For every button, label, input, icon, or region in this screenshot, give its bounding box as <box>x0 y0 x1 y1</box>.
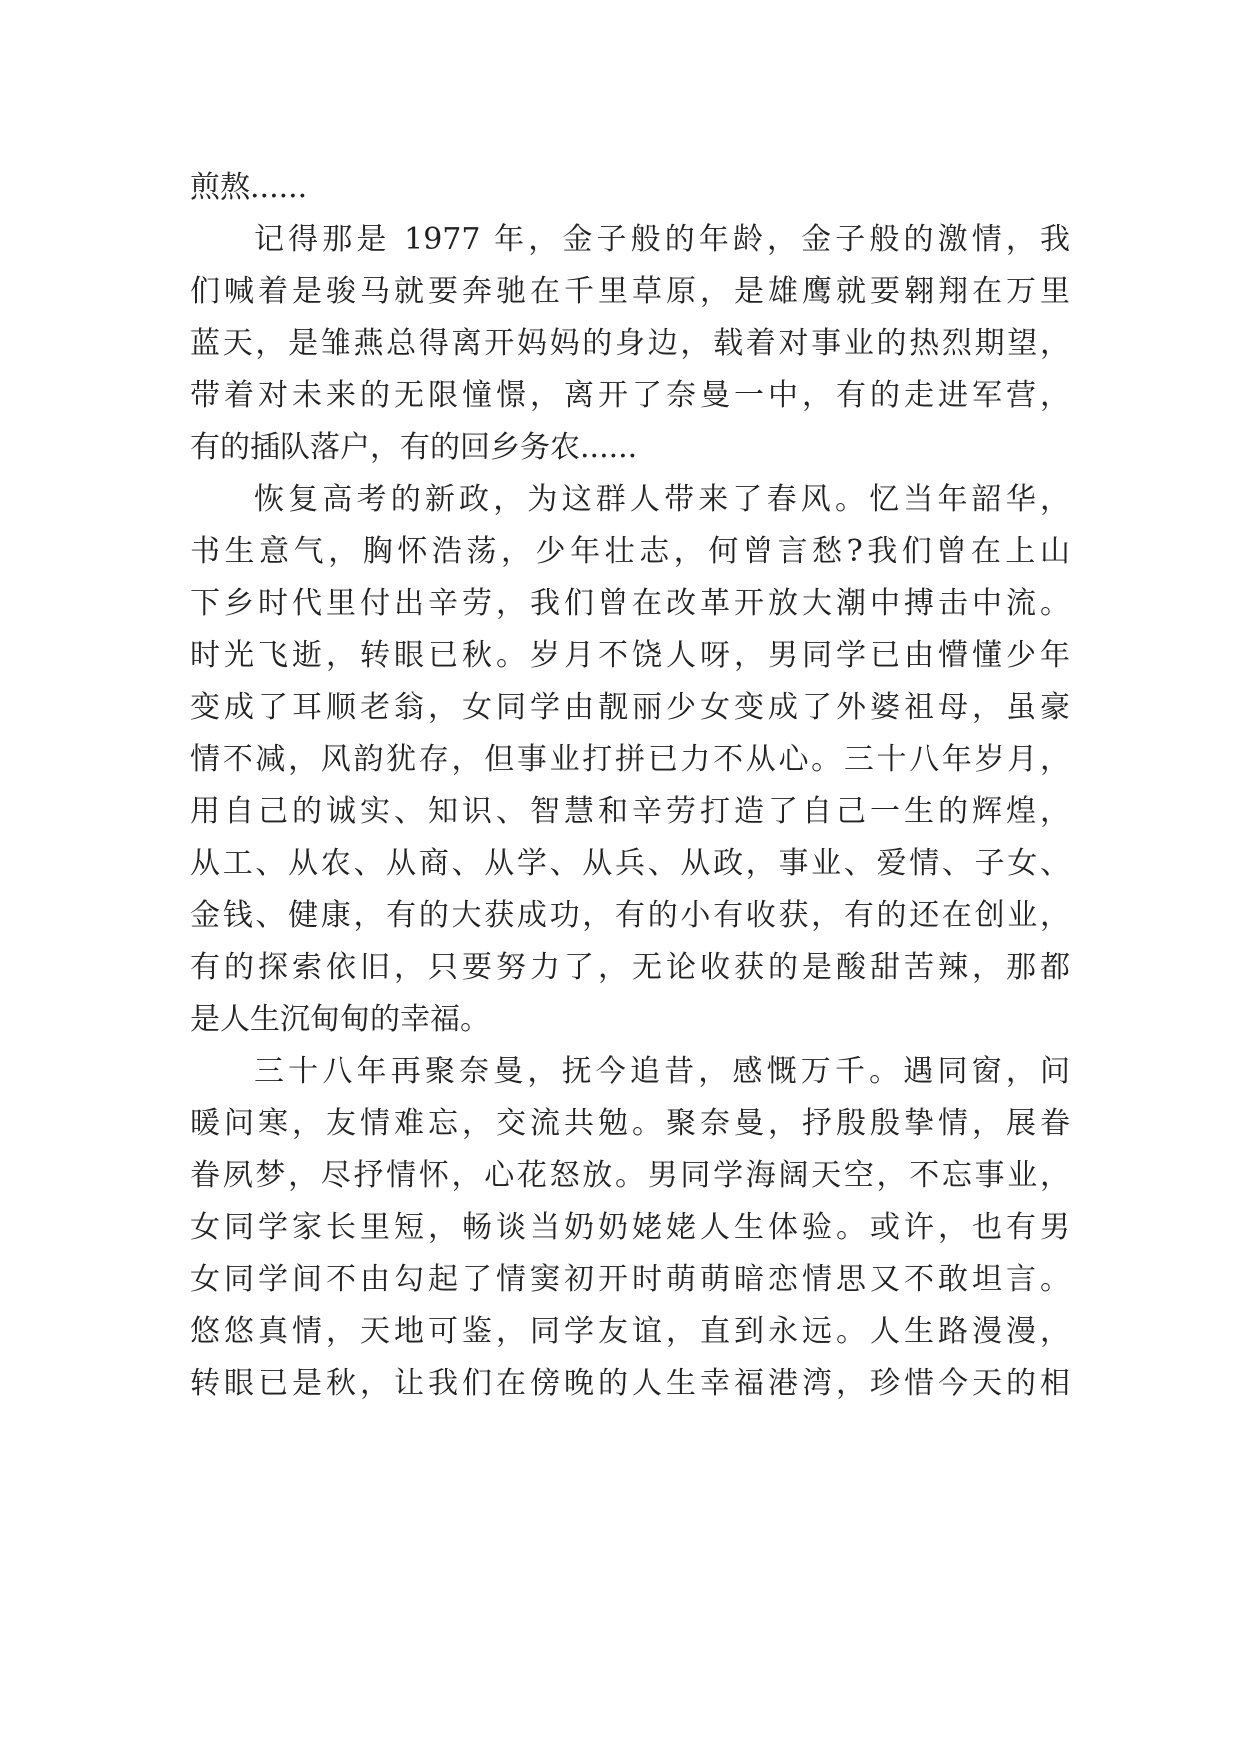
text-line: 变成了耳顺老翁，女同学由靓丽少女变成了外婆祖母，虽豪 <box>190 690 1070 725</box>
text-line: 情不减，风韵犹存，但事业打拼已力不从心。三十八年岁月， <box>190 742 1070 777</box>
text-line: 女同学家长里短，畅谈当奶奶姥姥人生体验。或许，也有男 <box>190 1210 1070 1245</box>
text-line: 记得那是 1977 年，金子般的年龄，金子般的激情，我 <box>254 222 1070 257</box>
text-line: 暖问寒，友情难忘，交流共勉。聚奈曼，抒殷殷挚情，展眷 <box>190 1106 1070 1141</box>
text-line: 蓝天，是雏燕总得离开妈妈的身边，载着对事业的热烈期望， <box>190 326 1070 361</box>
text-line: 用自己的诚实、知识、智慧和辛劳打造了自己一生的辉煌， <box>190 794 1070 829</box>
text-line: 煎熬...... <box>190 170 308 205</box>
text-line: 下乡时代里付出辛劳，我们曾在改革开放大潮中搏击中流。 <box>190 586 1070 621</box>
text-line: 们喊着是骏马就要奔驰在千里草原，是雄鹰就要翱翔在万里 <box>190 274 1070 309</box>
text-line: 带着对未来的无限憧憬，离开了奈曼一中，有的走进军营， <box>190 378 1070 413</box>
text-line: 三十八年再聚奈曼，抚今追昔，感慨万千。遇同窗，问 <box>254 1054 1070 1089</box>
text-line: 悠悠真情，天地可鉴，同学友谊，直到永远。人生路漫漫， <box>190 1314 1070 1349</box>
text-line: 时光飞逝，转眼已秋。岁月不饶人呀，男同学已由懵懂少年 <box>190 638 1070 673</box>
text-line: 有的探索依旧，只要努力了，无论收获的是酸甜苦辣，那都 <box>190 950 1070 985</box>
text-line: 金钱、健康，有的大获成功，有的小有收获，有的还在创业， <box>190 898 1070 933</box>
text-line: 是人生沉甸甸的幸福。 <box>190 1002 490 1037</box>
text-line: 眷夙梦，尽抒情怀，心花怒放。男同学海阔天空，不忘事业， <box>190 1158 1070 1193</box>
text-line: 书生意气，胸怀浩荡，少年壮志，何曾言愁?我们曾在上山 <box>190 534 1070 569</box>
text-line: 恢复高考的新政，为这群人带来了春风。忆当年韶华， <box>254 482 1070 517</box>
text-line: 女同学间不由勾起了情窦初开时萌萌暗恋情思又不敢坦言。 <box>190 1262 1070 1297</box>
text-line: 转眼已是秋，让我们在傍晚的人生幸福港湾，珍惜今天的相 <box>190 1366 1070 1401</box>
text-line: 有的插队落户，有的回乡务农...... <box>190 430 638 465</box>
text-line: 从工、从农、从商、从学、从兵、从政，事业、爱情、子女、 <box>190 846 1070 881</box>
body-text <box>190 162 1070 1410</box>
